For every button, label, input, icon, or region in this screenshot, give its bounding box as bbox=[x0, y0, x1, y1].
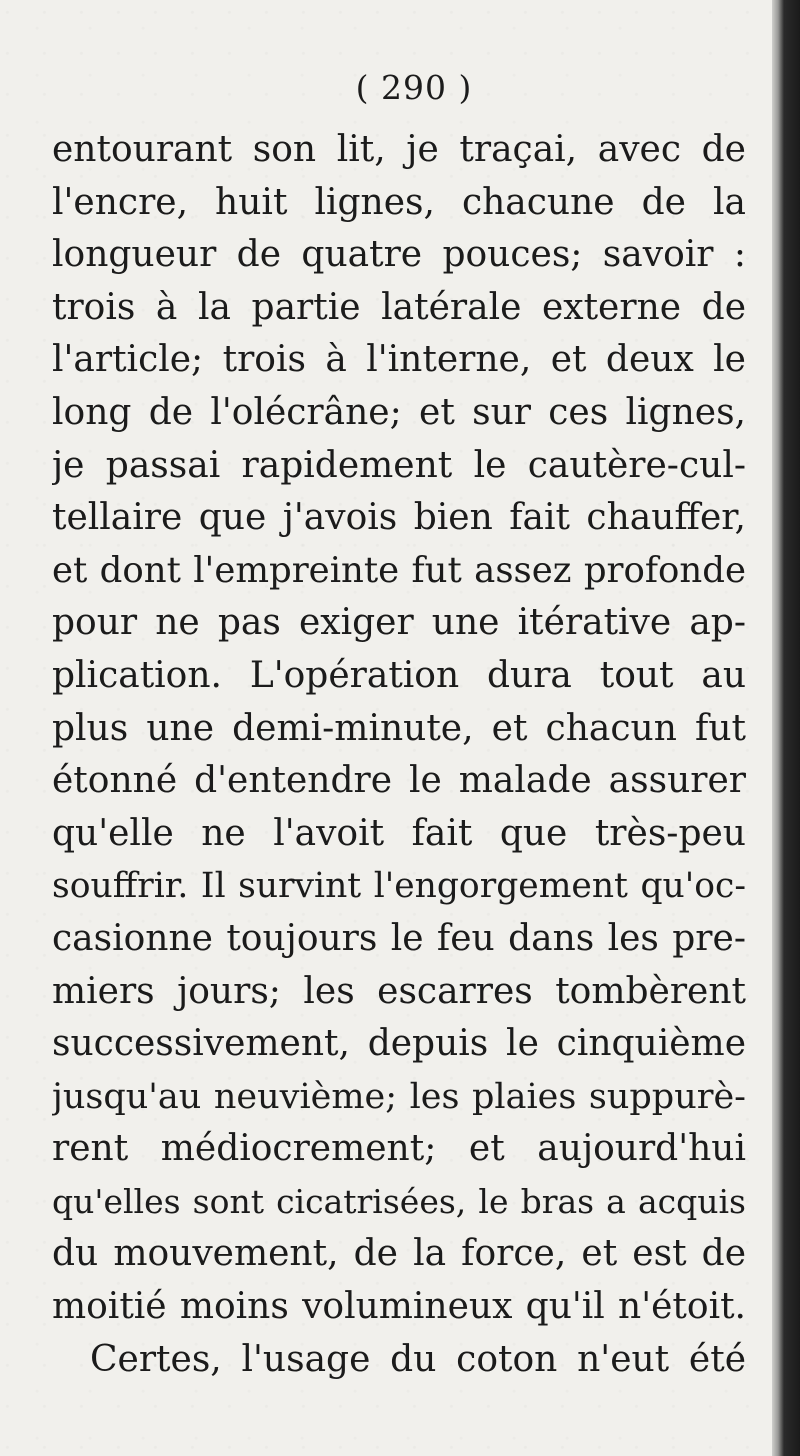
text-line: qu'elles sont cicatrisées, le bras a acquis bbox=[52, 1181, 746, 1221]
text-line: l'encre, huit lignes, chacune de la bbox=[52, 181, 746, 223]
text-line: casionne toujours le feu dans les pre- bbox=[52, 917, 746, 959]
text-line: plication. L'opération dura tout au bbox=[52, 654, 746, 696]
text-line: rent médiocrement; et aujourd'hui bbox=[52, 1128, 746, 1170]
text-line: moitié moins volumineux qu'il n'étoit. bbox=[52, 1286, 746, 1328]
text-line: jusqu'au neuvième; les plaies suppurè- bbox=[52, 1076, 746, 1117]
text-line: trois à la partie latérale externe de bbox=[52, 286, 746, 328]
text-line: miers jours; les escarres tombèrent bbox=[52, 970, 746, 1012]
body-text bbox=[52, 124, 746, 1386]
page-number: ( 290 ) bbox=[355, 68, 473, 107]
text-line: et dont l'empreinte fut assez profonde bbox=[52, 549, 746, 591]
text-line: étonné d'entendre le malade assurer bbox=[52, 760, 746, 802]
text-line: longueur de quatre pouces; savoir : bbox=[52, 234, 746, 276]
text-line: du mouvement, de la force, et est de bbox=[52, 1233, 746, 1275]
text-line: entourant son lit, je traçai, avec de bbox=[52, 129, 746, 170]
text-line: plus une demi-minute, et chacun fut bbox=[52, 707, 746, 749]
text-line: pour ne pas exiger une itérative ap- bbox=[52, 602, 746, 644]
text-line: Certes, l'usage du coton n'eut été bbox=[90, 1338, 746, 1380]
text-line: souffrir. Il survint l'engorgement qu'oc- bbox=[52, 866, 746, 907]
text-line: qu'elle ne l'avoit fait que très-peu bbox=[52, 812, 746, 854]
binding-edge bbox=[772, 0, 800, 1456]
text-line: je passai rapidement le cautère-cul- bbox=[52, 444, 746, 486]
text-line: tellaire que j'avois bien fait chauffer, bbox=[52, 497, 746, 539]
text-line: long de l'olécrâne; et sur ces lignes, bbox=[52, 391, 746, 433]
text-line: l'article; trois à l'interne, et deux le bbox=[52, 339, 746, 381]
text-line: successivement, depuis le cinquième bbox=[52, 1023, 746, 1065]
